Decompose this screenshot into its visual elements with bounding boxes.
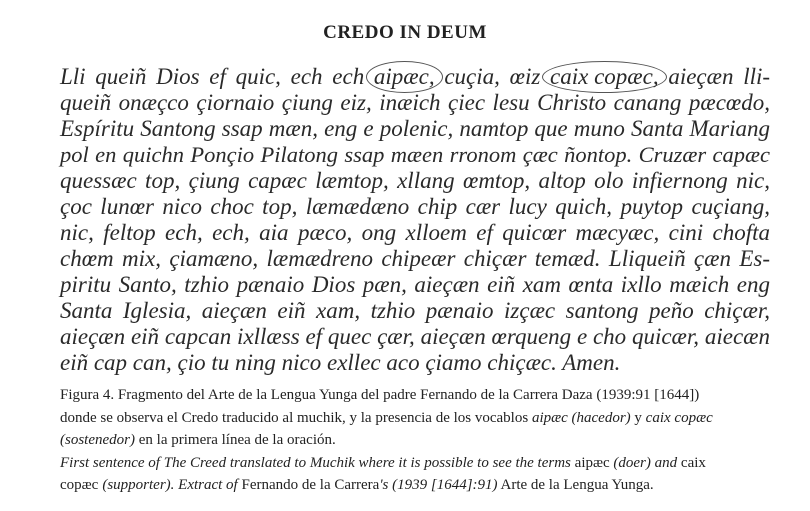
circled-term-aipaec: aipæc, (366, 61, 443, 93)
caption-text: (supporter). Extract of (102, 477, 238, 493)
caption-es-line (60, 429, 775, 452)
page-title: CREDO IN DEUM (323, 22, 487, 43)
creed-line-text: cuçia, œiz (444, 64, 541, 89)
creed-line: aieçæn eiñ capcan ixllæss ef quec çær, aieçæn œrqueng e cho quicær, aiecæn (60, 324, 770, 349)
creed-text-block (60, 64, 770, 376)
creed-line: Santa Iglesia, aieçæn eiñ xam, tzhio pænaio izçæc santong peño chiçær, (60, 298, 770, 323)
creed-line (60, 64, 770, 90)
caption-text: First sentence of The Creed translated to Muchik where it is possible to see the terms (60, 454, 571, 471)
caption-text: donde se observa el Credo traducido al muchik, y la presencia de los vocablos (60, 409, 529, 426)
circled-term-caix-copaec: caix copæc, (542, 61, 667, 93)
creed-line: nic, feltop ech, ech, aia pæco, ong xlloem ef quicœr mæcyæc, cini chofta (60, 220, 770, 245)
caption-text: (doer) and (613, 454, 678, 471)
figure-caption (60, 384, 775, 497)
caption-term: aipæc (hacedor) (531, 409, 631, 426)
creed-line: eiñ cap can, çio tu ning nico exllec aco çiamo chiçæc. Amen. (60, 350, 621, 375)
caption-text: en la primera línea de la oración. (138, 432, 336, 448)
caption-term: copæc (60, 477, 99, 493)
caption-term: caix (680, 454, 706, 471)
creed-line: chœm mix, çiamæno, læmædreno chipeær chiçær temæd. Lliqueiñ çæn Es- (60, 246, 770, 271)
caption-es-line (60, 407, 775, 430)
caption-author: Fernando de la Carrera (241, 477, 380, 493)
caption-citation: 's (1939 [1644]:91) (379, 477, 498, 493)
caption-term: caix copæc (645, 409, 713, 426)
caption-book-title: Arte de la Lengua Yunga. (500, 477, 654, 493)
creed-line: çoc lunœr nico choc top, læmædæno chip cær lucy quich, puytop cuçiang, (60, 194, 770, 219)
caption-en-line (60, 452, 775, 475)
creed-line: piritu Santo, tzhio pænaio Dios pæn, aieçæn eiñ xam œnta ixllo mæich eng (60, 272, 770, 297)
caption-text: y (634, 409, 642, 426)
caption-term: (sostenedor) (60, 432, 135, 448)
creed-line: quessæc top, çiung capæc læmtop, xllang œmtop, altop olo infiernong nic, (60, 168, 770, 193)
creed-line: queiñ onæçco çiornaio çiung eiz, inæich çiec lesu Christo canang pæcœdo, (60, 90, 770, 115)
caption-en-line (60, 474, 775, 497)
creed-line-text: aieçæn lli- (668, 64, 771, 89)
caption-es-line: Figura 4. Fragmento del Arte de la Lengua Yunga del padre Fernando de la Carrera Daza (1939:91 [1644]) (60, 387, 700, 403)
creed-line-text: Lli queiñ Dios ef quic, ech ech (60, 64, 365, 89)
creed-line: Espíritu Santong ssap mæn, eng e polenic, namtop que muno Santa Mariang (60, 116, 770, 141)
creed-line: pol en quichn Ponçio Pilatong ssap mæen rronom çæc ñontop. Cruzær capæc (60, 142, 770, 167)
caption-term: aipæc (574, 454, 610, 471)
